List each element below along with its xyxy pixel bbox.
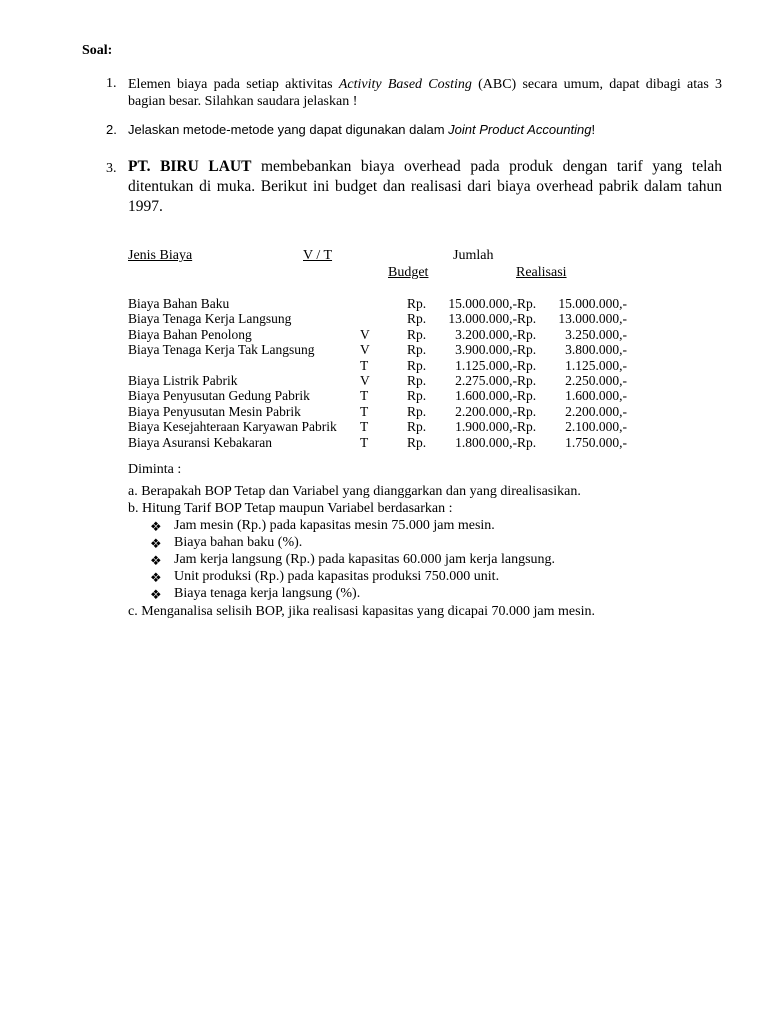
realisasi-amount: 2.250.000,- bbox=[565, 373, 627, 389]
budget-currency: Rp. bbox=[407, 311, 427, 327]
q3-company: PT. BIRU LAUT bbox=[128, 158, 252, 175]
realisasi-amount: 1.125.000,- bbox=[565, 357, 627, 373]
realisasi-amount: 2.100.000,- bbox=[565, 419, 627, 435]
budget-currency: Rp. bbox=[407, 357, 427, 373]
q1-text-after: (ABC) secara umum, dapat dibagi atas 3 bagian besar. Silahkan saudara jelaskan ! bbox=[128, 77, 723, 109]
budget-currency: Rp. bbox=[407, 326, 427, 342]
q2-text bbox=[128, 122, 595, 137]
realisasi-currency: Rp. bbox=[517, 373, 537, 389]
col-header-jenis-biaya: Jenis Biaya bbox=[128, 248, 193, 263]
request-b-item: Jam mesin (Rp.) pada kapasitas mesin 75.000 jam mesin. bbox=[174, 518, 495, 533]
cost-name: Biaya Listrik Pabrik bbox=[128, 373, 238, 389]
realisasi-currency: Rp. bbox=[517, 388, 537, 404]
diminta-label: Diminta : bbox=[128, 462, 182, 477]
request-c: c. Menganalisa selisih BOP, jika realisasi kapasitas yang dicapai 70.000 jam mesin. bbox=[128, 604, 595, 619]
col-header-budget: Budget bbox=[388, 265, 429, 280]
cost-vt: T bbox=[360, 434, 369, 450]
col-header-realisasi: Realisasi bbox=[516, 265, 567, 280]
q1-text-before: Elemen biaya pada setiap aktivitas bbox=[128, 77, 333, 92]
budget-amount: 1.800.000,- bbox=[455, 434, 517, 450]
budget-currency: Rp. bbox=[407, 373, 427, 389]
budget-amount: 2.200.000,- bbox=[455, 403, 517, 419]
cost-vt bbox=[360, 296, 407, 311]
table-row bbox=[128, 327, 627, 342]
budget-amount: 13.000.000,- bbox=[448, 311, 517, 327]
q2-number: 2. bbox=[106, 122, 117, 137]
request-b-item: Unit produksi (Rp.) pada kapasitas produksi 750.000 unit. bbox=[174, 569, 500, 584]
table-row bbox=[128, 419, 627, 434]
cost-vt: T bbox=[360, 419, 369, 435]
q2-text-italic: Joint Product Accounting bbox=[448, 122, 592, 137]
table-row bbox=[128, 373, 627, 388]
col-header-jumlah: Jumlah bbox=[453, 248, 494, 263]
budget-currency: Rp. bbox=[407, 296, 427, 311]
table-row bbox=[128, 296, 627, 311]
realisasi-currency: Rp. bbox=[517, 357, 537, 373]
table-row bbox=[128, 435, 627, 450]
budget-amount: 1.600.000,- bbox=[455, 388, 517, 404]
table-row bbox=[128, 404, 627, 419]
request-b-item: Jam kerja langsung (Rp.) pada kapasitas 60.000 jam kerja langsung. bbox=[174, 552, 556, 567]
q2-text-after: ! bbox=[591, 122, 596, 137]
cost-table bbox=[128, 296, 627, 450]
request-b: b. Hitung Tarif BOP Tetap maupun Variabel berdasarkan : bbox=[128, 501, 453, 516]
heading-soal: Soal: bbox=[82, 43, 113, 58]
table-row bbox=[128, 388, 627, 403]
diamond-bullet-icon: ❖ bbox=[150, 553, 162, 568]
budget-currency: Rp. bbox=[407, 342, 427, 358]
realisasi-currency: Rp. bbox=[517, 326, 537, 342]
realisasi-amount: 13.000.000,- bbox=[558, 311, 627, 327]
cost-name: Biaya Bahan Penolong bbox=[128, 326, 252, 342]
realisasi-amount: 1.750.000,- bbox=[565, 434, 627, 450]
realisasi-amount: 3.250.000,- bbox=[565, 326, 627, 342]
cost-vt: V bbox=[360, 342, 370, 358]
budget-currency: Rp. bbox=[407, 403, 427, 419]
request-b-item: Biaya tenaga kerja langsung (%). bbox=[174, 586, 361, 601]
q2-text-before: Jelaskan metode-metode yang dapat digunakan dalam bbox=[128, 122, 445, 137]
diamond-bullet-icon: ❖ bbox=[150, 536, 162, 551]
budget-currency: Rp. bbox=[407, 388, 427, 404]
cost-vt: T bbox=[360, 357, 369, 373]
diamond-bullet-icon: ❖ bbox=[150, 587, 162, 602]
q1-text bbox=[128, 76, 722, 110]
diamond-bullet-icon: ❖ bbox=[150, 519, 162, 534]
budget-currency: Rp. bbox=[407, 419, 427, 435]
budget-amount: 15.000.000,- bbox=[448, 296, 517, 311]
table-row bbox=[128, 342, 627, 357]
cost-name: Biaya Tenaga Kerja Tak Langsung bbox=[128, 342, 315, 358]
budget-currency: Rp. bbox=[407, 434, 427, 450]
q3-text bbox=[128, 157, 722, 217]
realisasi-currency: Rp. bbox=[517, 434, 537, 450]
cost-name: Biaya Penyusutan Mesin Pabrik bbox=[128, 403, 301, 419]
q3-body: membebankan biaya overhead pada produk dengan tarif yang telah ditentukan di muka. Berikut ini budget dan realisasi dari biaya overhead pabrik dalam tahun 1997. bbox=[128, 158, 723, 215]
realisasi-amount: 3.800.000,- bbox=[565, 342, 627, 358]
realisasi-currency: Rp. bbox=[517, 311, 537, 327]
budget-amount: 3.900.000,- bbox=[455, 342, 517, 358]
cost-name: Biaya Kesejahteraan Karyawan Pabrik bbox=[128, 419, 337, 435]
realisasi-currency: Rp. bbox=[517, 403, 537, 419]
realisasi-amount: 2.200.000,- bbox=[565, 403, 627, 419]
realisasi-currency: Rp. bbox=[517, 342, 537, 358]
col-header-vt: V / T bbox=[303, 248, 333, 263]
request-a: a. Berapakah BOP Tetap dan Variabel yang dianggarkan dan yang direalisasikan. bbox=[128, 484, 581, 499]
q1-text-italic: Activity Based Costing bbox=[338, 77, 472, 92]
cost-vt: V bbox=[360, 373, 370, 389]
realisasi-currency: Rp. bbox=[517, 296, 537, 311]
cost-vt bbox=[360, 311, 407, 326]
cost-vt: T bbox=[360, 388, 369, 404]
request-b-item: Biaya bahan baku (%). bbox=[174, 535, 303, 550]
cost-name: Biaya Bahan Baku bbox=[128, 296, 230, 311]
budget-amount: 1.125.000,- bbox=[455, 357, 517, 373]
cost-vt: V bbox=[360, 326, 370, 342]
realisasi-amount: 1.600.000,- bbox=[565, 388, 627, 404]
diamond-bullet-icon: ❖ bbox=[150, 570, 162, 585]
budget-amount: 3.200.000,- bbox=[455, 326, 517, 342]
cost-name bbox=[128, 358, 360, 373]
realisasi-amount: 15.000.000,- bbox=[558, 296, 627, 311]
q1-number: 1. bbox=[106, 76, 117, 91]
cost-name: Biaya Asuransi Kebakaran bbox=[128, 434, 272, 450]
cost-name: Biaya Penyusutan Gedung Pabrik bbox=[128, 388, 310, 404]
table-row bbox=[128, 311, 627, 326]
cost-name: Biaya Tenaga Kerja Langsung bbox=[128, 311, 292, 327]
q3-number: 3. bbox=[106, 161, 117, 176]
cost-vt: T bbox=[360, 403, 369, 419]
realisasi-currency: Rp. bbox=[517, 419, 537, 435]
budget-amount: 2.275.000,- bbox=[455, 373, 517, 389]
table-row bbox=[128, 358, 627, 373]
budget-amount: 1.900.000,- bbox=[455, 419, 517, 435]
